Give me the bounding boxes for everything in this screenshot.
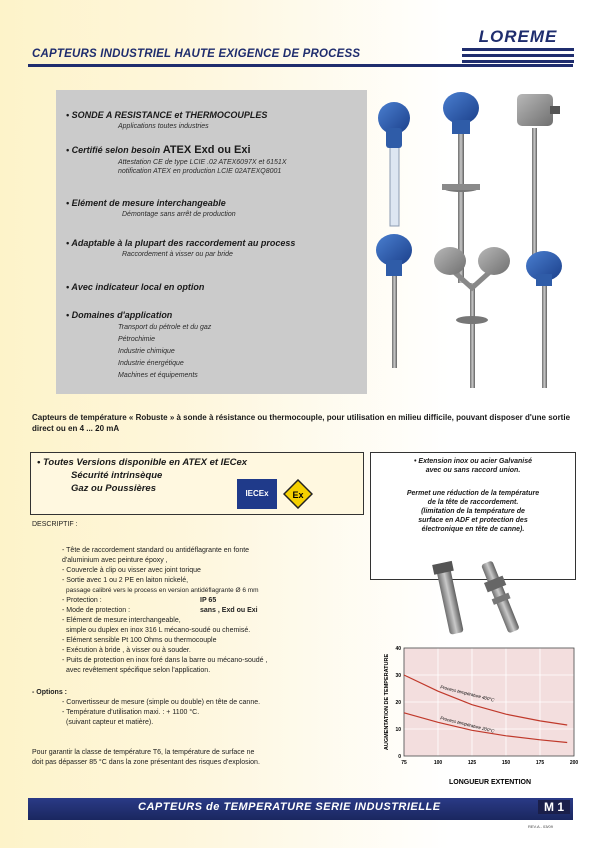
page-number: M 1 bbox=[538, 800, 570, 814]
extension-photo-1 bbox=[432, 561, 467, 636]
revision-reference: REV.A - 03/09 bbox=[528, 824, 553, 829]
info-line: (limitation de la température de bbox=[421, 508, 525, 515]
protection-label: - Protection : bbox=[62, 597, 102, 604]
footer-bar bbox=[28, 798, 573, 820]
descriptif-line: passage calibré vers le process en version antidéflagrante Ø 6 mm bbox=[66, 587, 259, 594]
info-line: Permet une réduction de la température bbox=[406, 490, 540, 497]
feature-title: • Certifié selon besoin ATEX Exd ou Exi bbox=[66, 144, 251, 156]
atex-line: Sécurité intrinsèque bbox=[71, 470, 163, 481]
descriptif-line: - Sortie avec 1 ou 2 PE en laiton nickelé, bbox=[62, 577, 189, 584]
descriptif-line: - Elément de mesure interchangeable, bbox=[62, 617, 181, 624]
chart-y-tick-label: 0 bbox=[398, 754, 401, 760]
feature-sub: Machines et équipements bbox=[118, 372, 198, 379]
feature-sub: Pétrochimie bbox=[118, 336, 155, 343]
t6-note-line: doit pas dépasser 85 °C dans la zone présentant des risques d'explosion. bbox=[32, 759, 260, 766]
options-heading: - Options : bbox=[32, 689, 67, 696]
sensor-photo-grey-1 bbox=[517, 94, 560, 258]
chart-x-tick-label: 150 bbox=[501, 760, 511, 766]
feature-title: • Adaptable à la plupart des raccordement au process bbox=[66, 238, 296, 248]
feature-sub: notification ATEX en production LCIE 02ATEXQ8001 bbox=[118, 168, 282, 175]
chart-x-tick-label: 200 bbox=[569, 760, 578, 766]
chart-x-tick-label: 75 bbox=[401, 760, 407, 766]
feature-sub: Transport du pétrole et du gaz bbox=[118, 324, 212, 331]
extension-photo-2 bbox=[477, 559, 523, 635]
chart-x-tick-label: 175 bbox=[535, 760, 545, 766]
footer-title: CAPTEURS de TEMPERATURE SERIE INDUSTRIELLE bbox=[138, 801, 441, 813]
descriptif-line: simple ou duplex en inox 316 L mécano-soudé ou chemisé. bbox=[66, 627, 251, 634]
atex-line: Gaz ou Poussières bbox=[71, 483, 157, 494]
descriptif-line: d'aluminium avec peinture époxy , bbox=[62, 557, 168, 564]
feature-title: • Avec indicateur local en option bbox=[66, 282, 205, 292]
sensor-photo-blue-4 bbox=[526, 251, 562, 388]
chart-y-tick-label: 40 bbox=[395, 646, 401, 652]
mode-label: - Mode de protection : bbox=[62, 607, 131, 614]
options-line: - Convertisseur de mesure (simple ou double) en tête de canne. bbox=[62, 699, 261, 706]
descriptif-line: - Couvercle à clip ou visser avec joint torique bbox=[62, 567, 201, 574]
feature-sub: Raccordement à visser ou par bride bbox=[122, 251, 233, 258]
mode-value: sans , Exd ou Exi bbox=[200, 607, 258, 614]
descriptif-line: - Tête de raccordement standard ou antidéflagrante en fonte bbox=[62, 547, 250, 554]
atex-highlight: ATEX Exd ou Exi bbox=[162, 144, 251, 156]
intro-caption: Capteurs de température « Robuste » à sonde à résistance ou thermocouple, pour utilisation en milieu difficile, pouvant disposer d'une sortie direct ou en 4 ... 20 mA bbox=[32, 413, 571, 433]
sensor-photo-dual-head bbox=[434, 247, 510, 388]
descriptif-line: avec revêtement spécifique selon l'application. bbox=[66, 667, 211, 674]
chart-series-label: Process température 400°C bbox=[439, 684, 495, 703]
logo-text: LOREME bbox=[478, 27, 558, 46]
atex-box bbox=[30, 452, 364, 515]
sensor-photo-blue-3 bbox=[376, 234, 412, 368]
feature-title: • Domaines d'application bbox=[66, 310, 173, 320]
info-line: surface en ADF et protection des bbox=[418, 517, 528, 524]
ex-label: Ex bbox=[292, 490, 304, 500]
options-line: - Température d'utilisation maxi. : + 1100 °C. bbox=[62, 709, 200, 716]
feature-title: • Elément de mesure interchangeable bbox=[66, 198, 226, 208]
chart-series-label: Process température 200°C bbox=[439, 715, 495, 734]
loreme-logo bbox=[462, 24, 574, 64]
descriptif-line: - Elément sensible Pt 100 Ohms ou thermocouple bbox=[62, 637, 217, 644]
protection-value: IP 65 bbox=[200, 597, 217, 604]
temperature-chart bbox=[380, 640, 578, 788]
options-line: (suivant capteur et matière). bbox=[66, 719, 154, 726]
descriptif-line: - Puits de protection en inox foré dans la barre ou mécano-soudé , bbox=[62, 657, 268, 664]
info-line: • Extension inox ou acier Galvanisé bbox=[414, 458, 532, 465]
atex-line: • Toutes Versions disponible en ATEX et IECex bbox=[37, 457, 248, 468]
sensor-photo-blue-1 bbox=[378, 102, 410, 226]
chart-x-axis-label: LONGUEUR EXTENTION bbox=[448, 779, 532, 786]
chart-y-tick-label: 20 bbox=[395, 700, 401, 706]
header-rule bbox=[28, 64, 573, 67]
feature-sub: Industrie chimique bbox=[118, 348, 175, 355]
descriptif-heading: DESCRIPTIF : bbox=[32, 521, 78, 528]
feature-sub: Industrie énergétique bbox=[118, 360, 184, 367]
page-header-title: CAPTEURS INDUSTRIEL HAUTE EXIGENCE DE PROCESS bbox=[32, 48, 361, 60]
iecex-icon: IECEx bbox=[237, 479, 277, 509]
feature-box bbox=[56, 90, 367, 394]
t6-note-line: Pour garantir la classe de température T6, la température de surface ne bbox=[32, 749, 255, 756]
info-line: avec ou sans raccord union. bbox=[425, 467, 521, 474]
feature-sub: Attestation CE de type LCIE .02 ATEX6097X et 6151X bbox=[118, 159, 287, 166]
feature-title: • SONDE A RESISTANCE et THERMOCOUPLES bbox=[66, 110, 268, 120]
product-photos bbox=[372, 88, 582, 393]
chart-x-tick-label: 100 bbox=[433, 760, 443, 766]
feature-sub: Applications toutes industries bbox=[118, 123, 209, 130]
info-line: de la tête de raccordement. bbox=[427, 499, 519, 506]
chart-y-axis-label: AUGMENTATION DE TEMPERATURE bbox=[384, 653, 390, 751]
feature-sub: Démontage sans arrêt de production bbox=[122, 211, 236, 218]
ex-hazard-icon bbox=[283, 479, 313, 509]
chart-y-tick-label: 30 bbox=[395, 673, 401, 679]
info-line: électronique en tête de canne). bbox=[421, 526, 525, 533]
extension-photos bbox=[420, 556, 530, 640]
descriptif-line: - Exécution à bride , à visser ou à souder. bbox=[62, 647, 191, 654]
chart-x-tick-label: 125 bbox=[467, 760, 477, 766]
chart-y-tick-label: 10 bbox=[395, 727, 401, 733]
